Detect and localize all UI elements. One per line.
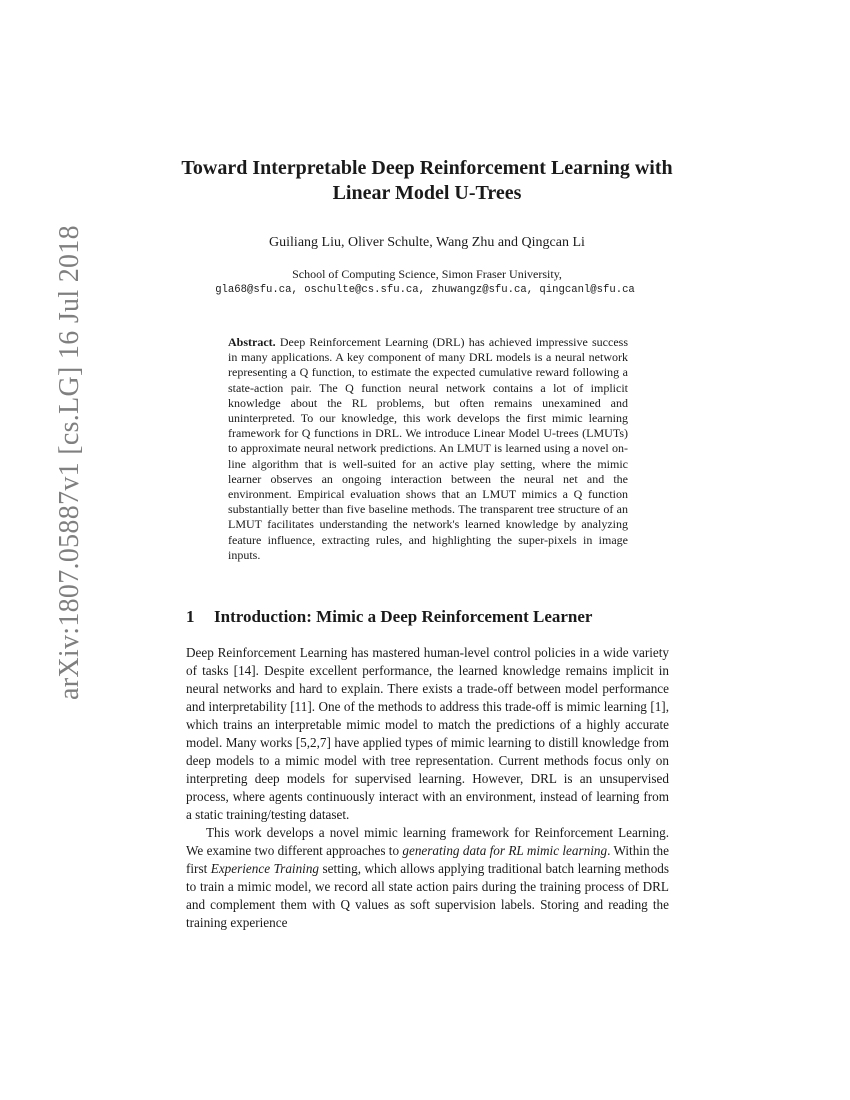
body-paragraph-1: Deep Reinforcement Learning has mastered human-level control policies in a wide variety of tasks [14]. Despite excellent performance, the learned knowledge remains implicit in neural networks and hard to explain. There exists a trade-off between model performance and interpretability [11]. One of the methods to address this trade-off is mimic learning [1], which trains an interpretable mimic model to match the predictions of a highly accurate model. Many works [5,2,7] have applied types of mimic learning to distill knowledge from deep models to a mimic model with tree representation. Current methods focus only on interpreting deep models for supervised learning. However, DRL is an unsupervised process, where agents continuously interact with an environment, instead of learning from a static training/testing dataset.	[186, 645, 669, 822]
abstract-label: Abstract.	[228, 335, 276, 349]
paragraph-2-text-c: setting, which allows applying traditional batch learning methods to train a mimic model, we record all state action pairs during the training process of DRL and complement them with Q values as soft supervision labels. Storing and reading the training experience	[186, 861, 670, 930]
emphasis-mimic-learning: generating data for RL mimic learning	[402, 843, 608, 858]
author-affiliation: School of Computing Science, Simon Fraser University,	[292, 267, 562, 281]
arxiv-identifier: arXiv:1807.05887v1 [cs.LG] 16 Jul 2018	[54, 225, 85, 700]
section-title: Introduction: Mimic a Deep Reinforcement Learner	[214, 607, 593, 626]
section-number: 1	[186, 607, 195, 626]
emphasis-experience-training: Experience Training	[210, 861, 320, 876]
body-paragraph-2	[186, 824, 669, 932]
author-emails: gla68@sfu.ca, oschulte@cs.sfu.ca, zhuwangz@sfu.ca, qingcanl@sfu.ca	[215, 284, 635, 296]
author-list: Guiliang Liu, Oliver Schulte, Wang Zhu and Qingcan Li	[269, 235, 585, 250]
body-text	[186, 644, 669, 932]
abstract-text: Deep Reinforcement Learning (DRL) has achieved impressive success in many applications. A key component of many DRL models is a neural network representing a Q function, to estimate the expected cumulative reward following a state-action pair. The Q function neural network contains a lot of implicit knowledge about the RL problems, but often remains unexamined and uninterpreted. To our knowledge, this work develops the first mimic learning framework for Q functions in DRL. We introduce Linear Model U-trees (LMUTs) to approximate neural network predictions. An LMUT is learned using a novel on-line algorithm that is well-suited for an active play setting, where the mimic learner observes an ongoing interaction between the neural net and the environment. Empirical evaluation shows that an LMUT mimics a Q function substantially better than five baseline methods. The transparent tree structure of an LMUT facilitates understanding the network's learned knowledge by analyzing feature influence, extracting rules, and highlighting the super-pixels in image inputs.	[228, 335, 629, 562]
abstract-block	[228, 335, 628, 563]
arxiv-margin-stamp	[16, 225, 85, 700]
paragraph-2-text-b: . Within the first	[186, 843, 669, 876]
paragraph-2-text-a: This work develops a novel mimic learning framework for Reinforcement Learning. We examine two different approaches to	[186, 825, 669, 858]
paper-title: Toward Interpretable Deep Reinforcement Learning with Linear Model U-Trees	[181, 157, 673, 204]
section-heading	[186, 606, 666, 628]
